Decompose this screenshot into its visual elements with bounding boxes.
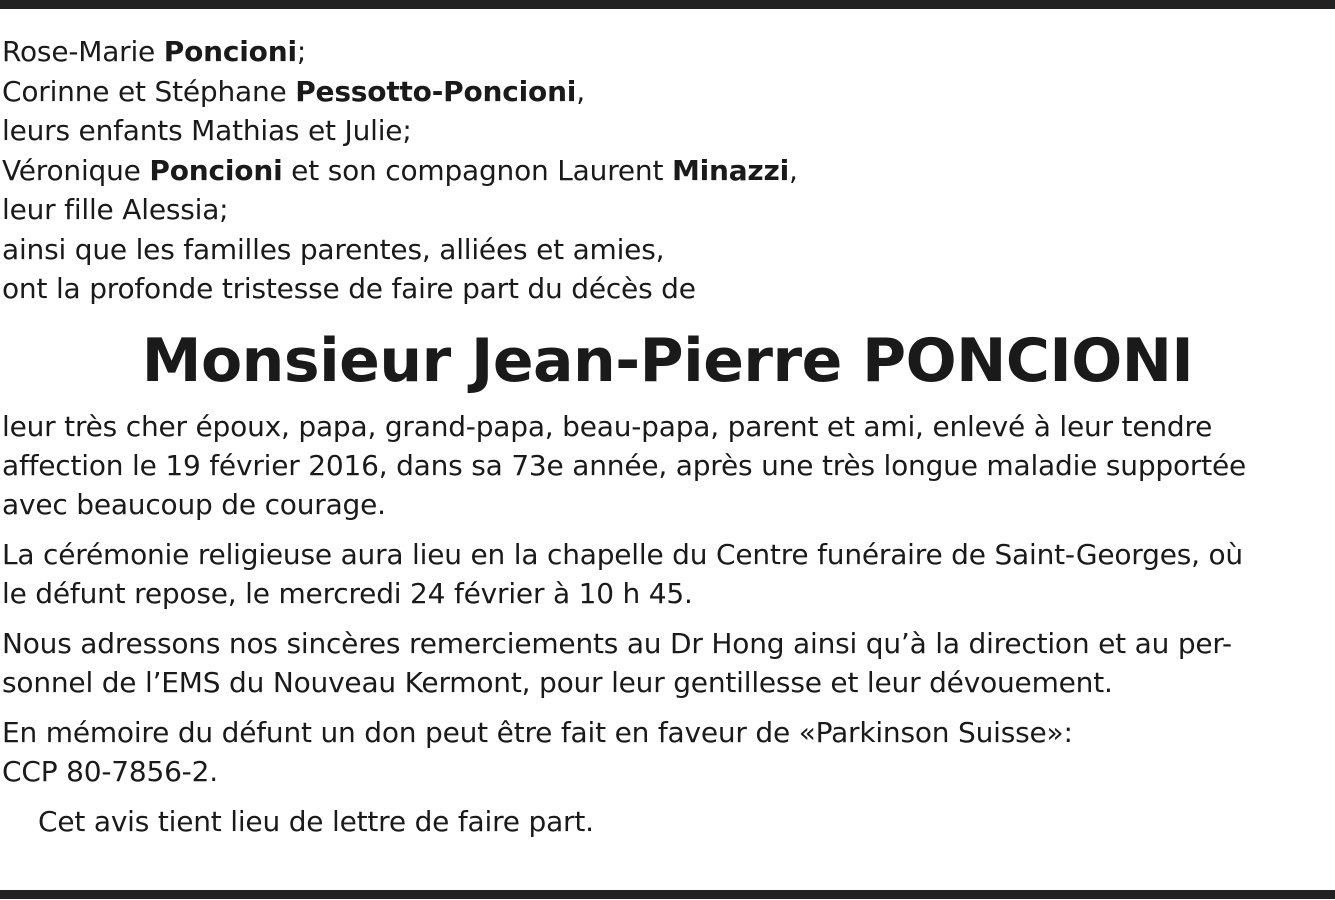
family-line xyxy=(2,111,1333,151)
family-line xyxy=(2,230,1333,270)
family-line xyxy=(2,269,1333,309)
text-line: Nous adressons nos sincères remerciements au Dr Hong ainsi qu’à la direction et au per- xyxy=(2,626,1232,660)
family-list xyxy=(2,32,1333,309)
family-text: ont la profonde tristesse de faire part du décès de xyxy=(2,272,696,305)
family-punct: , xyxy=(789,153,798,187)
family-text: leur fille Alessia; xyxy=(2,193,229,226)
family-text: leurs enfants Mathias et Julie; xyxy=(2,114,412,147)
family-surname: Poncioni xyxy=(163,35,297,68)
paragraph-ceremony xyxy=(2,535,1333,613)
paragraph-tribute xyxy=(2,407,1333,524)
family-text: ainsi que les familles parentes, alliées et amies, xyxy=(2,232,665,266)
family-surname: Minazzi xyxy=(671,153,790,187)
family-punct: ; xyxy=(296,35,307,68)
deceased-name: Monsieur Jean-Pierre PONCIONI xyxy=(141,325,1194,396)
text-line: En mémoire du défunt un don peut être fait en faveur de «Parkinson Suisse»: xyxy=(2,715,1073,749)
text-line: affection le 19 février 2016, dans sa 73e année, après une très longue maladie supportée xyxy=(2,448,1247,482)
paragraph-thanks xyxy=(2,624,1333,702)
family-text: Corinne et Stéphane xyxy=(2,74,296,108)
text-line: La cérémonie religieuse aura lieu en la chapelle du Centre funéraire de Saint-Georges, où xyxy=(2,537,1243,571)
top-border-rule xyxy=(0,0,1335,9)
family-line xyxy=(2,151,1333,191)
bottom-border-rule xyxy=(0,890,1335,899)
family-line xyxy=(2,32,1333,72)
text-line: sonnel de l’EMS du Nouveau Kermont, pour leur gentillesse et leur dévouement. xyxy=(2,665,1113,699)
text-line: avec beaucoup de courage. xyxy=(2,487,386,521)
text-line: CCP 80-7856-2. xyxy=(2,754,218,788)
family-punct: , xyxy=(576,74,585,108)
family-text: et son compagnon Laurent xyxy=(282,153,672,187)
family-line xyxy=(2,190,1333,230)
obituary-notice xyxy=(2,32,1333,841)
family-surname: Poncioni xyxy=(149,153,283,187)
family-text: Rose-Marie xyxy=(2,35,164,68)
text-line: leur très cher époux, papa, grand-papa, beau-papa, parent et ami, enlevé à leur tendre xyxy=(2,409,1213,443)
family-line xyxy=(2,72,1333,112)
family-surname: Pessotto-Poncioni xyxy=(295,74,577,108)
closing-note: Cet avis tient lieu de lettre de faire part. xyxy=(38,804,594,838)
text-line: le défunt repose, le mercredi 24 février à 10 h 45. xyxy=(2,576,693,610)
family-text: Véronique xyxy=(2,153,150,187)
paragraph-donation xyxy=(2,713,1333,791)
